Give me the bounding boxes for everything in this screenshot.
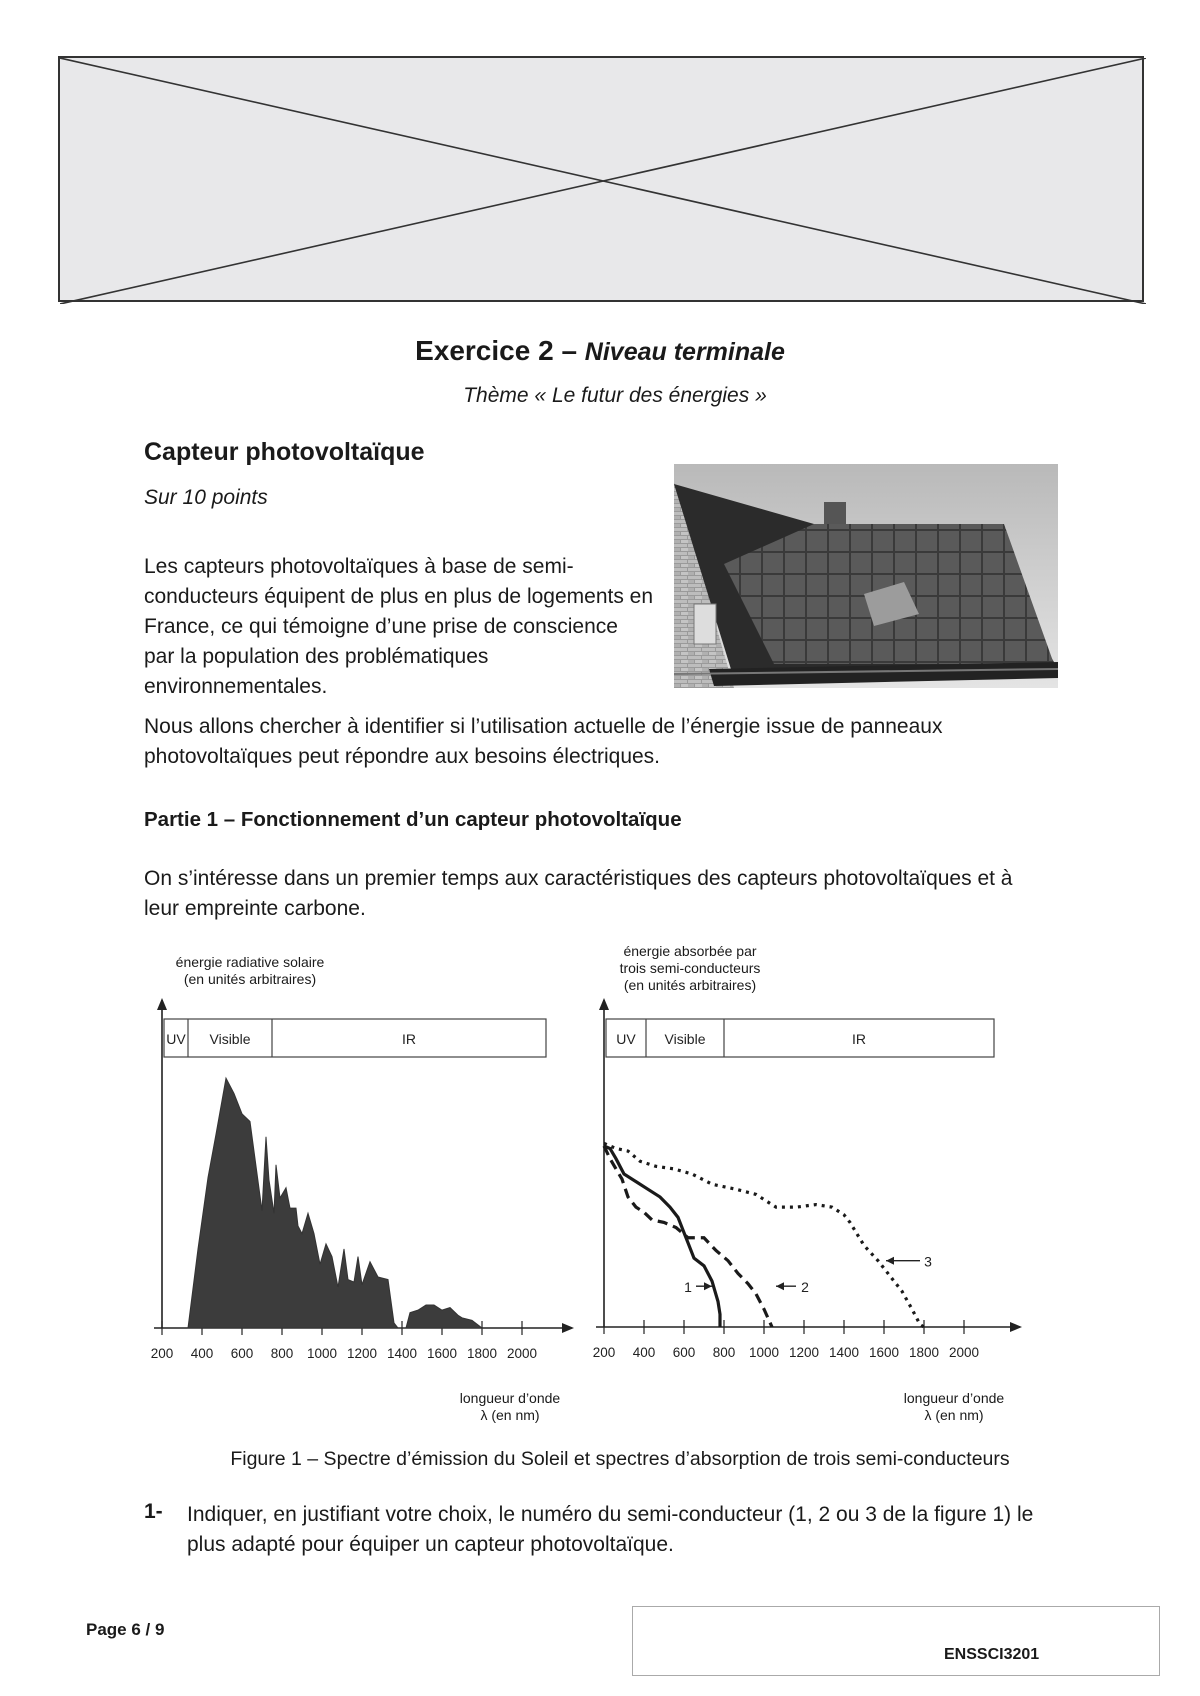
y-axis-arrow — [157, 998, 167, 1010]
x-tick-label: 400 — [632, 1345, 656, 1360]
annotation-label-2: 2 — [801, 1279, 809, 1296]
x-tick-label: 400 — [190, 1346, 214, 1361]
x-tick-label: 1200 — [346, 1346, 378, 1361]
solar-roof-photo — [674, 464, 1058, 688]
x-tick-label: 1800 — [908, 1345, 940, 1360]
absorption-chart — [585, 945, 1045, 1400]
x-tick-label: 1000 — [306, 1346, 338, 1361]
x-tick-label: 1600 — [868, 1345, 900, 1360]
band-label-ir: IR — [852, 1031, 866, 1047]
question-number: 1- — [144, 1500, 163, 1523]
header-placeholder — [58, 56, 1144, 302]
code-box — [632, 1606, 1160, 1676]
chart2-ylabel: énergie absorbée par trois semi-conducteurs (en unités arbitraires) — [619, 943, 761, 993]
x-tick-label: 2000 — [948, 1345, 980, 1360]
x-tick-label: 800 — [270, 1346, 294, 1361]
solar-emission-chart — [140, 950, 590, 1400]
points-label: Sur 10 points — [144, 486, 268, 509]
goal-paragraph: Nous allons chercher à identifier si l’utilisation actuelle de l’énergie issue de panneaux photovoltaïques peut répondre aux besoins électriques. — [144, 715, 943, 768]
figure-caption: Figure 1 – Spectre d’émission du Soleil et spectres d’absorption de trois semi-conducteurs — [230, 1448, 1010, 1470]
exercise-theme: Thème « Le futur des énergies » — [463, 384, 767, 407]
annotation-arrowhead-3 — [886, 1257, 894, 1265]
solar-spectrum-area — [188, 1078, 482, 1328]
x-tick-label: 1000 — [748, 1345, 780, 1360]
question-text: Indiquer, en justifiant votre choix, le numéro du semi-conducteur (1, 2 ou 3 de la figure 1) le plus adapté pour équiper un capteur photovoltaïque. — [187, 1503, 1034, 1556]
x-axis-arrow — [562, 1323, 574, 1333]
chart2-xlabel: longueur d’onde λ (en nm) — [903, 1390, 1005, 1423]
band-label-visible: Visible — [209, 1031, 251, 1047]
x-tick-label: 1200 — [788, 1345, 820, 1360]
x-axis-arrow — [1010, 1322, 1022, 1332]
y-axis-arrow — [599, 998, 609, 1010]
annotation-label-3: 3 — [924, 1253, 932, 1270]
exam-code: ENSSCI3201 — [944, 1646, 1040, 1663]
x-tick-label: 600 — [672, 1345, 696, 1360]
x-tick-label: 1400 — [828, 1345, 860, 1360]
series-3-line — [604, 1143, 924, 1327]
section-title: Capteur photovoltaïque — [144, 438, 425, 466]
annotation-arrowhead-1 — [704, 1282, 712, 1290]
intro-paragraph: Les capteurs photovoltaïques à base de semi-conducteurs équipent de plus en plus de logements en France, ce qui témoigne d’une prise de conscience par la population des problématiques environnementales. — [144, 555, 654, 698]
annotation-arrowhead-2 — [776, 1282, 784, 1290]
x-tick-label: 2000 — [506, 1346, 538, 1361]
partie1-intro: On s’intéresse dans un premier temps aux caractéristiques des capteurs photovoltaïques et à leur empreinte carbone. — [144, 867, 1013, 920]
exercise-title: Exercice 2 – Niveau terminale — [415, 335, 785, 366]
chart1-xlabel: longueur d’onde λ (en nm) — [459, 1390, 561, 1423]
partie1-title: Partie 1 – Fonctionnement d’un capteur photovoltaïque — [144, 808, 682, 831]
placeholder-cross — [60, 58, 1146, 304]
page-number: Page 6 / 9 — [86, 1620, 165, 1639]
band-label-uv: UV — [616, 1031, 636, 1047]
x-tick-label: 200 — [592, 1345, 616, 1360]
x-tick-label: 1800 — [466, 1346, 498, 1361]
x-tick-label: 200 — [150, 1346, 174, 1361]
band-label-uv: UV — [166, 1031, 186, 1047]
band-label-visible: Visible — [664, 1031, 706, 1047]
x-tick-label: 600 — [230, 1346, 254, 1361]
x-tick-label: 800 — [712, 1345, 736, 1360]
annotation-label-1: 1 — [684, 1279, 692, 1296]
chart1-ylabel: énergie radiative solaire (en unités arbitraires) — [175, 954, 325, 987]
band-label-ir: IR — [402, 1031, 416, 1047]
x-tick-label: 1400 — [386, 1346, 418, 1361]
x-tick-label: 1600 — [426, 1346, 458, 1361]
